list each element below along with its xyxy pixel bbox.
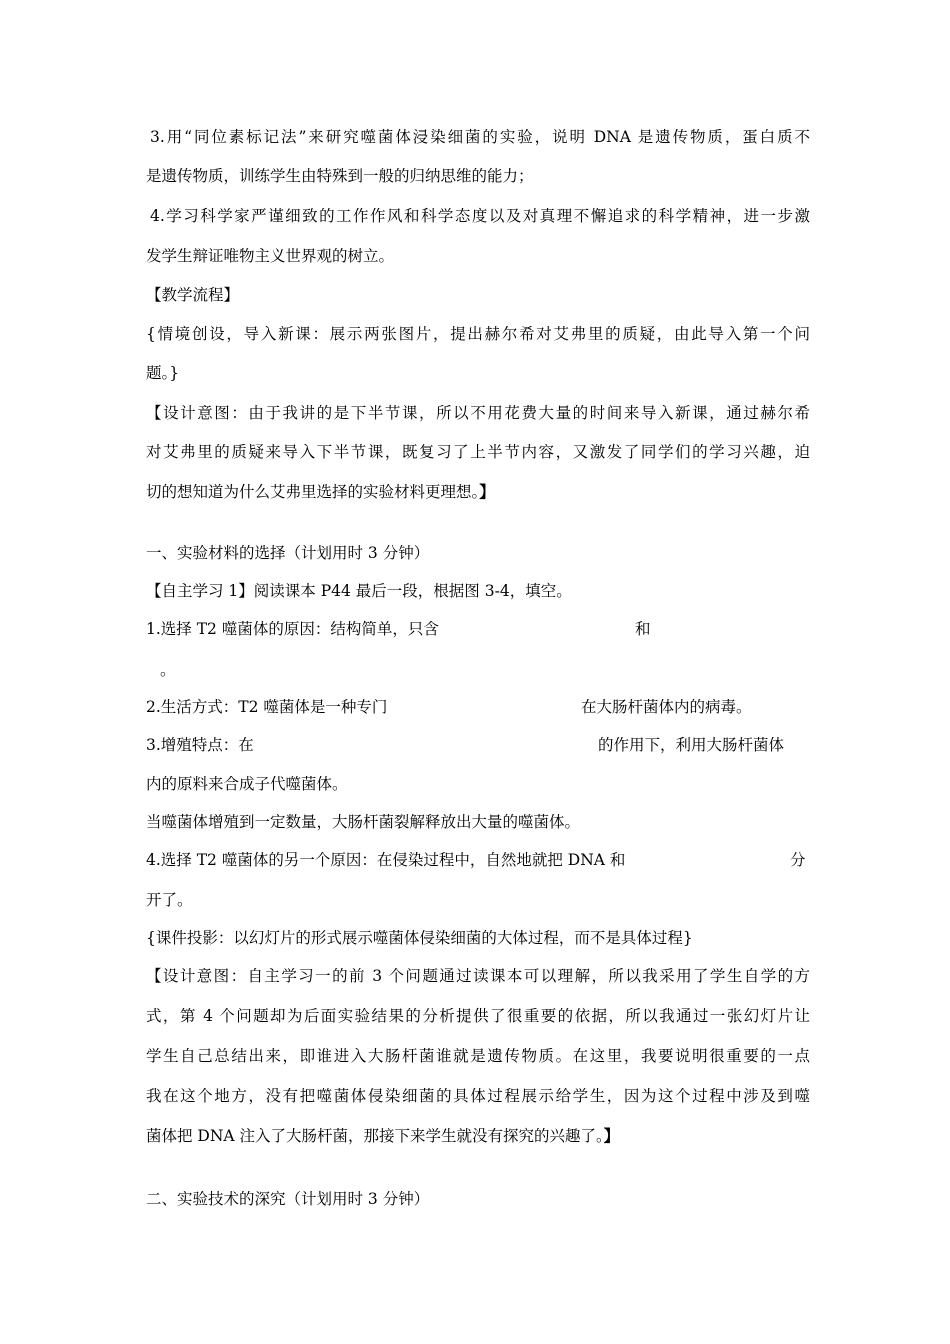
question-1-and: 和 xyxy=(635,620,651,638)
intent2-line5: 菌体把 DNA 注入了大肠杆菌，那接下来学生就没有探究的兴趣了。】 xyxy=(146,1126,620,1145)
question-2: 2.生活方式：T2 噬菌体是一种专门 xyxy=(146,698,388,716)
intent2-line4: 我在这个地方，没有把噬菌体侵染细菌的具体过程展示给学生，因为这个过程中涉及到噬 xyxy=(146,1087,810,1105)
situation-line2: 题。} xyxy=(146,364,180,382)
intent1-line2: 对艾弗里的质疑来导入下半节课，既复习了上半节内容，又激发了同学们的学习兴趣，迫 xyxy=(146,443,810,461)
self-study-1: 【自主学习 1】阅读课本 P44 最后一段，根据图 3-4，填空。 xyxy=(146,582,572,600)
courseware-note: {课件投影：以幻灯片的形式展示噬菌体侵染细菌的大体过程，而不是具体过程} xyxy=(146,929,693,947)
objective-3-line1: 3.用“同位素标记法”来研究噬菌体浸染细菌的实验，说明 DNA 是遗传物质，蛋白质不 xyxy=(150,128,810,146)
question-3-note: 当噬菌体增殖到一定数量，大肠杆菌裂解释放出大量的噬菌体。 xyxy=(146,813,581,831)
intent2-line3: 学生自己总结出来，即谁进入大肠杆菌谁就是遗传物质。在这里，我要说明很重要的一点 xyxy=(146,1047,810,1065)
intent1-line3: 切的想知道为什么艾弗里选择的实验材料更理想。】 xyxy=(146,482,495,501)
question-2-end: 在大肠杆菌体内的病毒。 xyxy=(581,698,752,716)
question-3-end: 的作用下，利用大肠杆菌体 xyxy=(598,736,785,754)
question-1: 1.选择 T2 噬菌体的原因：结构简单，只含 xyxy=(146,620,439,638)
question-4-end: 分 xyxy=(790,851,806,869)
question-3-line2: 内的原料来合成子代噬菌体。 xyxy=(146,775,348,793)
objective-3-line2: 是遗传物质，训练学生由特殊到一般的归纳思维的能力； xyxy=(146,167,534,185)
section2-heading: 二、实验技术的深究（计划用时 3 分钟） xyxy=(146,1190,430,1208)
section1-heading: 一、实验材料的选择（计划用时 3 分钟） xyxy=(146,544,430,562)
question-4-line2: 开了。 xyxy=(146,891,193,909)
objective-4-line1: 4.学习科学家严谨细致的工作作风和科学态度以及对真理不懈追求的科学精神，进一步激 xyxy=(150,207,810,225)
intent1-line1: 【设计意图：由于我讲的是下半节课，所以不用花费大量的时间来导入新课，通过赫尔希 xyxy=(146,404,810,422)
question-1-end: 。 xyxy=(160,661,176,679)
question-4: 4.选择 T2 噬菌体的另一个原因：在侵染过程中，自然地就把 DNA 和 xyxy=(146,851,626,869)
intent2-line1: 【设计意图：自主学习一的前 3 个问题通过读课本可以理解，所以我采用了学生自学的方 xyxy=(146,967,810,985)
situation-line1: {情境创设，导入新课：展示两张图片，提出赫尔希对艾弗里的质疑，由此导入第一个问 xyxy=(146,325,810,343)
question-3: 3.增殖特点：在 xyxy=(146,736,254,754)
intent2-line2: 式，第 4 个问题却为后面实验结果的分析提供了很重要的依据，所以我通过一张幻灯片让 xyxy=(146,1007,810,1025)
objective-4-line2: 发学生辩证唯物主义世界观的树立。 xyxy=(146,247,395,265)
flow-heading: 【教学流程】 xyxy=(146,286,240,304)
